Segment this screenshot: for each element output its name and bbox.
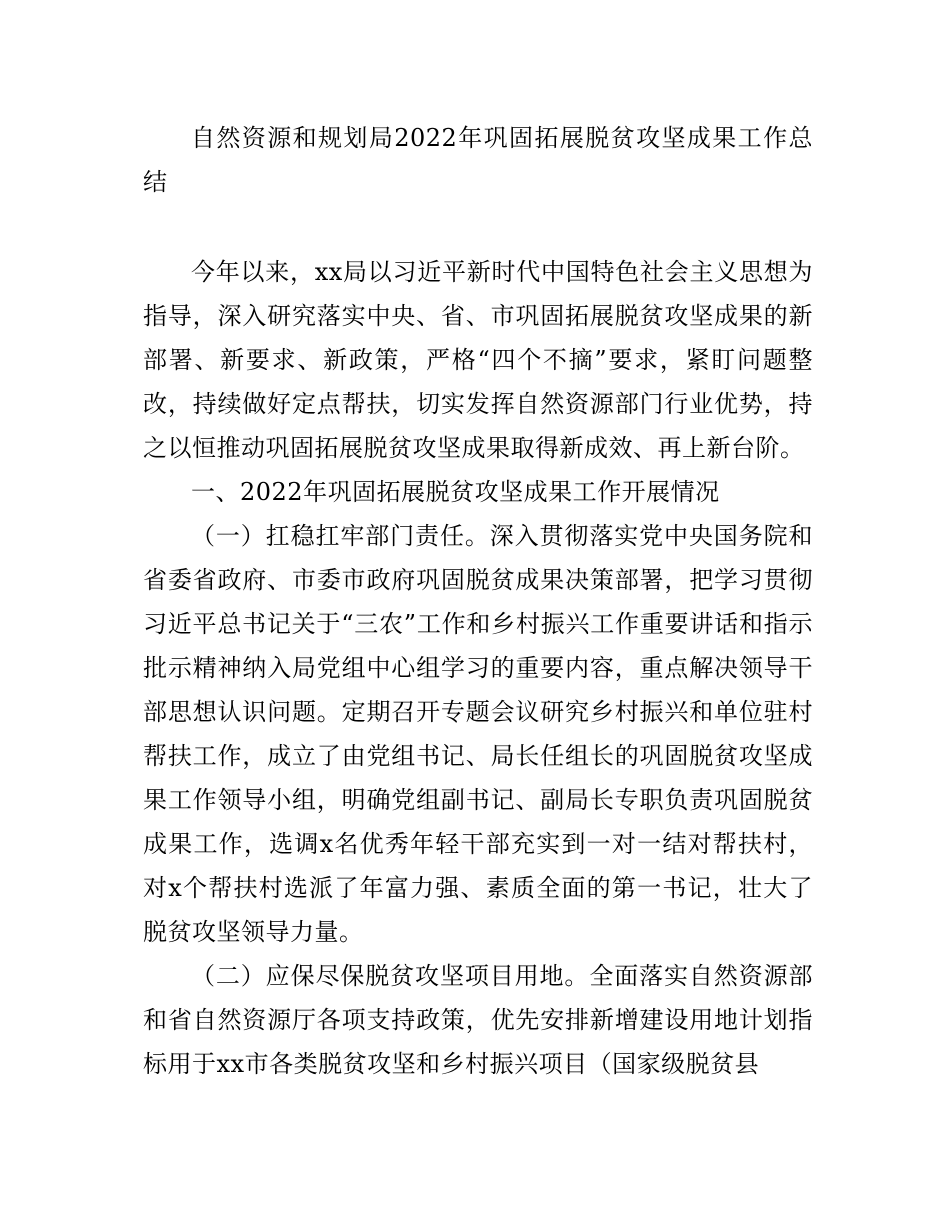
document-body	[143, 250, 813, 1086]
section-heading: 一、2022年巩固拓展脱贫攻坚成果工作开展情况	[191, 478, 720, 506]
section-1-paragraph: （一）扛稳扛牢部门责任。深入贯彻落实党中央国务院和省委省政府、市委市政府巩固脱贫成果决策部署，把学习贯彻习近平总书记关于“三农”工作和乡村振兴工作重要讲话和指示批示精神纳入局党组中心组学习的重要内容，重点解决领导干部思想认识问题。定期召开专题会议研究乡村振兴和单位驻村帮扶工作，成立了由党组书记、局长任组长的巩固脱贫攻坚成果工作领导小组，明确党组副书记、副局长专职负责巩固脱贫成果工作，选调x名优秀年轻干部充实到一对一结对帮扶村，对x个帮扶村选派了年富力强、素质全面的第一书记，壮大了脱贫攻坚领导力量。	[143, 522, 813, 946]
section-2-paragraph: （二）应保尽保脱贫攻坚项目用地。全面落实自然资源部和省自然资源厅各项支持政策，优先安排新增建设用地计划指标用于xx市各类脱贫攻坚和乡村振兴项目（国家级脱贫县	[143, 962, 813, 1078]
intro-paragraph: 今年以来，xx局以习近平新时代中国特色社会主义思想为指导，深入研究落实中央、省、市巩固拓展脱贫攻坚成果的新部署、新要求、新政策，严格“四个不摘”要求，紧盯问题整改，持续做好定点帮扶，切实发挥自然资源部门行业优势，持之以恒推动巩固拓展脱贫攻坚成果取得新成效、再上新台阶。	[143, 258, 813, 462]
document-title: 自然资源和规划局2022年巩固拓展脱贫攻坚成果工作总结	[143, 124, 813, 196]
